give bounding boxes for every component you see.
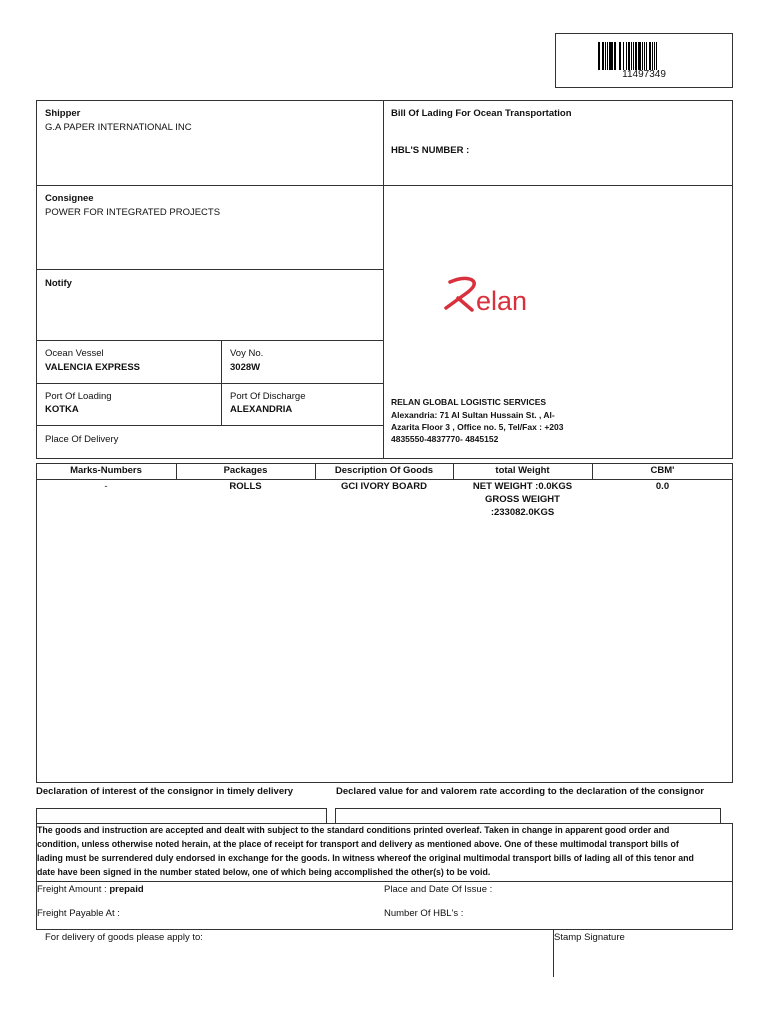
company-address-2: Azarita Floor 3 , Office no. 5, Tel/Fax : +203 (391, 422, 564, 432)
header-description: Description Of Goods (334, 465, 434, 476)
goods-table (36, 463, 733, 783)
vessel-label: Ocean Vessel (45, 348, 104, 359)
delivery-apply-label: For delivery of goods please apply to: (45, 932, 203, 943)
loading-label: Port Of Loading (45, 391, 112, 402)
bill-title: Bill Of Lading For Ocean Transportation (391, 108, 572, 119)
shipper-value: G.A PAPER INTERNATIONAL INC (45, 122, 192, 133)
cell-marks: - (104, 481, 108, 492)
header-cbm: CBM' (650, 465, 675, 476)
terms-line-2: condition, unless otherwise noted herain, at the place of receipt for transport and delivery as mentioned above. One of these multimodal transport bills of (37, 839, 679, 849)
notify-label: Notify (45, 278, 72, 289)
header-marks: Marks-Numbers (70, 465, 142, 476)
cell-cbm: 0.0 (655, 481, 670, 492)
cell-packages: ROLLS (229, 481, 262, 492)
stamp-signature-label: Stamp Signature (554, 932, 625, 943)
voyage-value: 3028W (230, 362, 261, 373)
declaration-value: Declared value for and valorem rate according to the declaration of the consignor (336, 786, 704, 797)
freight-amount-value: prepaid (109, 884, 144, 895)
shipper-label: Shipper (45, 108, 81, 119)
number-hbls-label: Number Of HBL's : (384, 908, 464, 919)
cell-weight-net: NET WEIGHT :0.0KGS (472, 481, 573, 492)
discharge-label: Port Of Discharge (230, 391, 306, 402)
cell-weight-gross-label: GROSS WEIGHT (485, 494, 560, 505)
barcode-box (555, 33, 733, 88)
voyage-label: Voy No. (230, 348, 264, 359)
barcode-image (598, 42, 690, 70)
freight-payable-label: Freight Payable At : (37, 908, 120, 919)
cell-description: GCI IVORY BOARD (340, 481, 428, 492)
header-section (36, 100, 733, 459)
hbl-number-label: HBL'S NUMBER : (391, 145, 470, 156)
discharge-value: ALEXANDRIA (230, 404, 293, 415)
header-weight: total Weight (495, 465, 550, 476)
svg-text:elan: elan (476, 286, 528, 316)
freight-amount (37, 884, 144, 895)
barcode-number: 11497349 (622, 69, 666, 80)
consignee-label: Consignee (45, 193, 94, 204)
declaration-value-field (335, 808, 721, 824)
declaration-interest: Declaration of interest of the consignor in timely delivery (36, 786, 294, 797)
consignee-value: POWER FOR INTEGRATED PROJECTS (45, 207, 221, 218)
company-address-3: 4835550-4837770- 4845152 (391, 434, 499, 444)
terms-line-4: date have been signed in the number stated below, one of which being accomplished the other(s) to be void. (37, 867, 491, 877)
terms-line-1: The goods and instruction are accepted and dealt with subject to the standard conditions printed overleaf. Taken in change in apparent good order and (37, 825, 670, 835)
cell-weight-gross-value: :233082.0KGS (490, 507, 555, 518)
vessel-value: VALENCIA EXPRESS (45, 362, 141, 373)
company-address-1: Alexandria: 71 Al Sultan Hussain St. , Al- (391, 410, 555, 420)
header-packages: Packages (223, 465, 268, 476)
relan-logo (442, 270, 562, 320)
terms-line-3: lading must be surrendered duly endorsed in exchange for the goods. In witness whereof the original multimodal transport bills of lading all of this tenor and (37, 853, 694, 863)
declaration-interest-field (36, 808, 327, 824)
loading-value: KOTKA (45, 404, 79, 415)
delivery-label: Place Of Delivery (45, 434, 119, 445)
freight-amount-label: Freight Amount : (37, 884, 107, 895)
company-name: RELAN GLOBAL LOGISTIC SERVICES (391, 397, 547, 407)
place-date-issue-label: Place and Date Of Issue : (384, 884, 493, 895)
